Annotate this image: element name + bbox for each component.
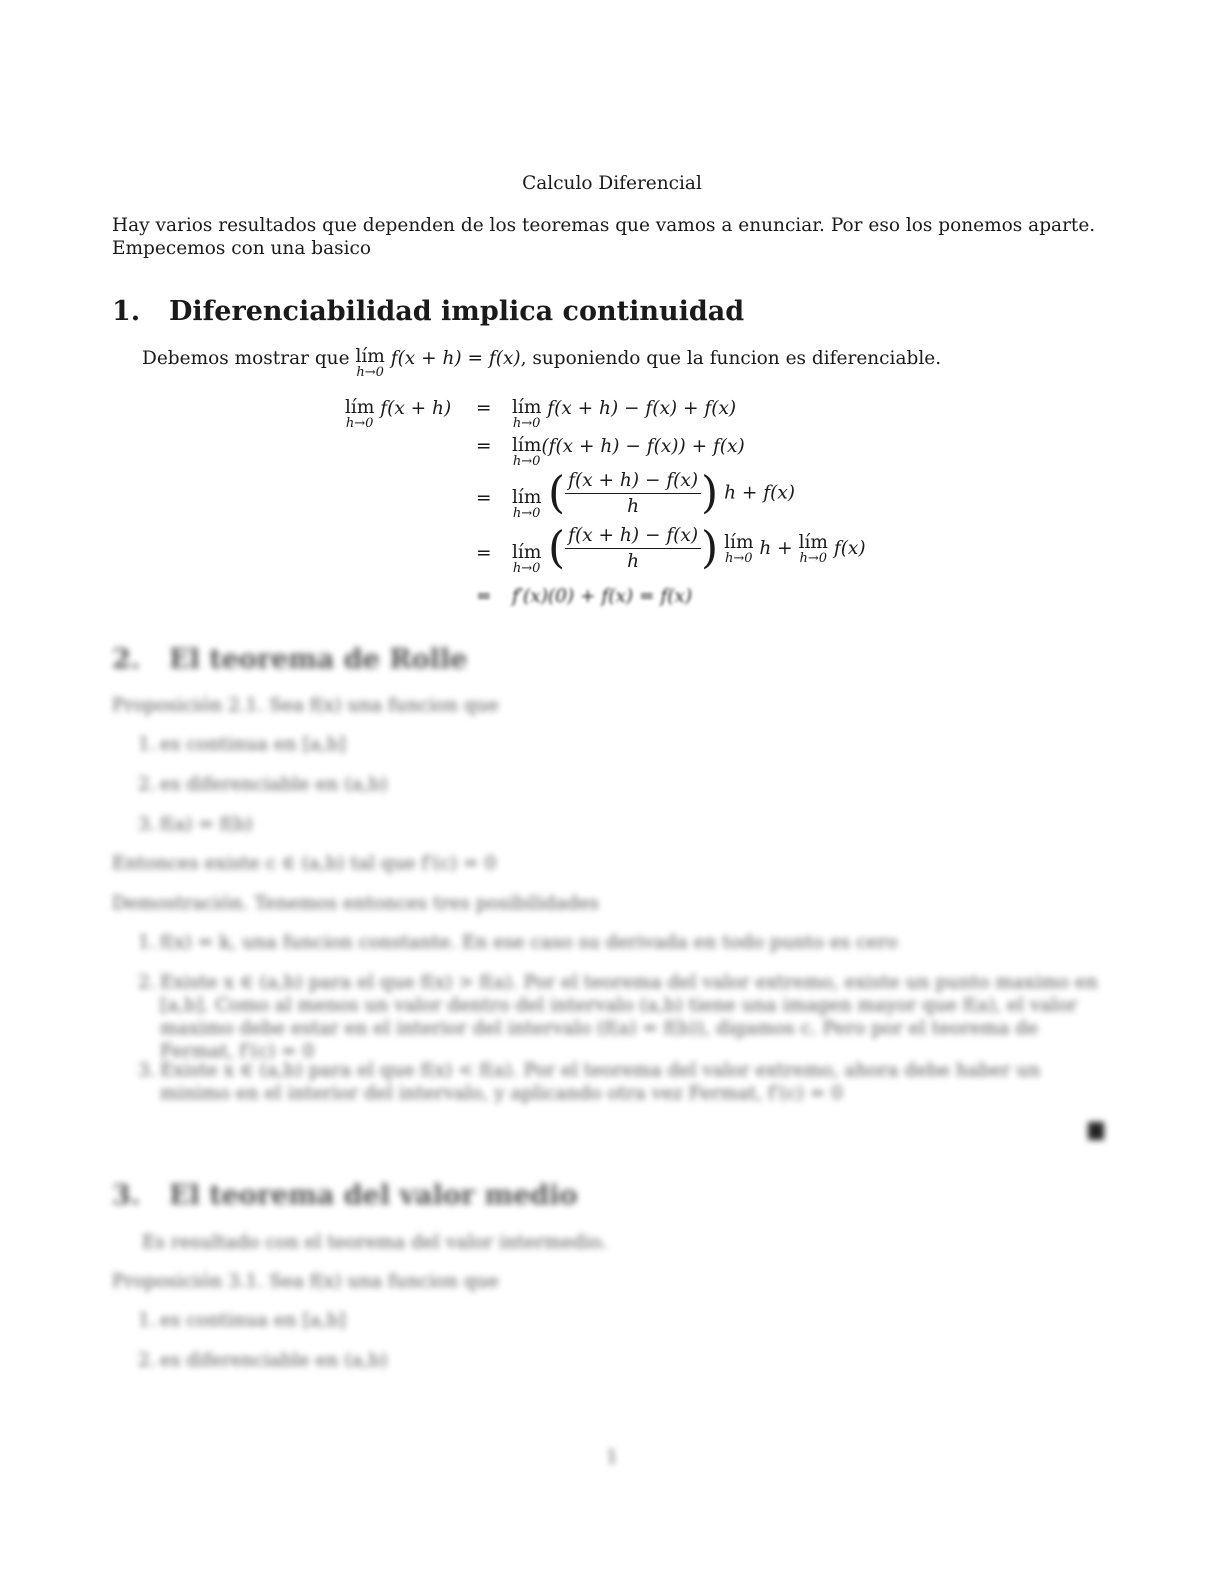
section-2-heading: 2. El teorema de Rolle (112, 644, 468, 675)
qed-square (1088, 1122, 1104, 1140)
limit: lím h→0 (355, 346, 385, 380)
section-3-heading: 3. El teorema del valor medio (112, 1180, 578, 1211)
section-1-statement: Debemos mostrar que lím h→0 f(x + h) = f(x), suponiendo que la funcion es diferenciable. (142, 346, 942, 380)
page-number: 1 (606, 1447, 618, 1468)
conclusion: Entonces existe c ∈ (a,b) tal que f′(c) = 0 (112, 853, 497, 874)
section-1-heading: 1. Diferenciabilidad implica continuidad (112, 296, 745, 327)
section-3-intro: Es resultado con el teorema del valor intermedio. (142, 1232, 607, 1253)
document-title: Calculo Diferencial (522, 173, 702, 194)
proposition-3-1: Proposición 3.1. Sea f(x) una funcion que (112, 1271, 499, 1292)
proof-intro: Demostración. Tenemos entonces tres posibilidades (112, 893, 599, 914)
proposition-2-1: Proposición 2.1. Sea f(x) una funcion que (112, 695, 499, 716)
intro-paragraph: Hay varios resultados que dependen de los teoremas que vamos a enunciar. Por eso los ponemos aparte. Empecemos con una basico (112, 215, 1096, 259)
